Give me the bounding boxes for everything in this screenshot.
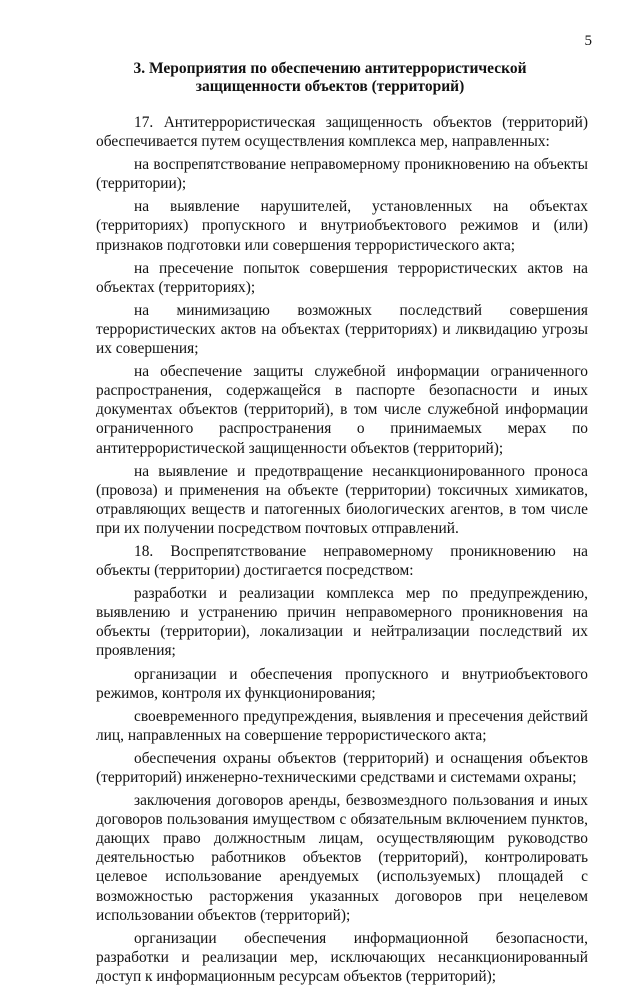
paragraph: заключения договоров аренды, безвозмездного пользования и иных договоров пользования имуществом с обязательным включением пунктов, дающих право должностным лицам, осуществляющим руководство деятельностью работников объектов (территорий), контролировать целевое использование арендуемых (используемых) площадей с возможностью расторжения указанных договоров при нецелевом использовании объектов (территорий);	[96, 792, 588, 924]
paragraph: на выявление нарушителей, установленных на объектах (территориях) пропускного и внутриобъектового режимов и (или) признаков подготовки или совершения террористического акта;	[96, 198, 588, 254]
paragraph: 18. Воспрепятствование неправомерному проникновению на объекты (территории) достигается посредством:	[96, 542, 588, 580]
paragraph: 17. Антитеррористическая защищенность объектов (территорий) обеспечивается путем осуществления комплекса мер, направленных:	[96, 114, 588, 151]
paragraph: разработки и реализации комплекса мер по предупреждению, выявлению и устранению причин неправомерного проникновения на объекты (территории), локализации и нейтрализации последствий их проявления;	[96, 585, 588, 660]
section-heading-line-2: защищенности объектов (территорий)	[195, 78, 465, 95]
paragraph: на обеспечение защиты служебной информации ограниченного распространения, содержащейся в паспорте безопасности и иных документах объектов (территорий), в том числе служебной информации ограниченного распространения о принимаемых мерах по антитеррористической защищенности объектов (территорий);	[96, 363, 588, 457]
paragraph: на выявление и предотвращение несанкционированного проноса (провоза) и применения на объекте (территории) токсичных химикатов, отравляющих веществ и патогенных биологических агентов, в том числе при их получении посредством почтовых отправлений.	[96, 462, 588, 537]
page-number: 5	[584, 33, 592, 49]
section-heading-line-1: 3. Мероприятия по обеспечению антитеррористической	[133, 60, 527, 77]
paragraph: на минимизацию возможных последствий совершения террористических актов на объектах (территориях) и ликвидацию угрозы их совершения;	[96, 301, 588, 358]
paragraph: своевременного предупреждения, выявления и пресечения действий лиц, направленных на совершение террористического акта;	[96, 707, 588, 744]
section-heading	[100, 60, 560, 96]
paragraph: на воспрепятствование неправомерному проникновению на объекты (территории);	[96, 156, 588, 193]
paragraph: организации обеспечения информационной безопасности, разработки и реализации мер, исключающих несанкционированный доступ к информационным ресурсам объектов (территорий);	[96, 929, 588, 985]
paragraph: обеспечения охраны объектов (территорий) и оснащения объектов (территорий) инженерно-техническими средствами и системами охраны;	[96, 749, 588, 786]
body-text	[96, 113, 588, 990]
paragraph: организации и обеспечения пропускного и внутриобъектового режимов, контроля их функционирования;	[96, 665, 588, 702]
paragraph: на пресечение попыток совершения террористических актов на объектах (территориях);	[96, 259, 588, 296]
